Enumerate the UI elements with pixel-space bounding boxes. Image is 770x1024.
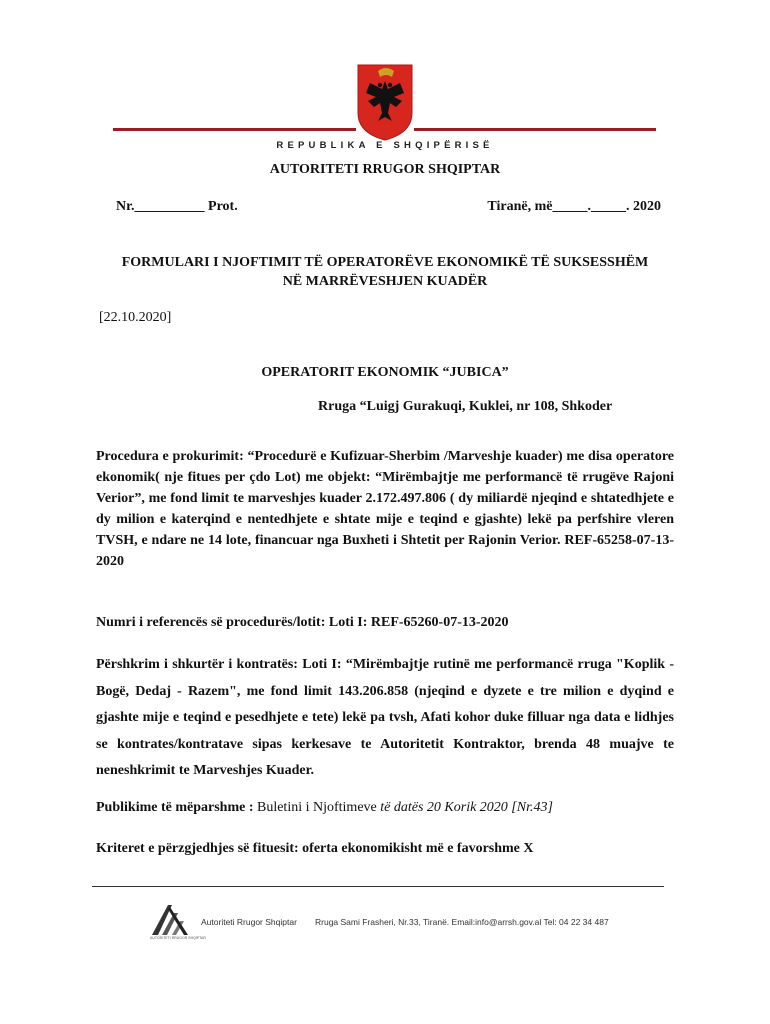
- publications-label: Publikime të mëparshme :: [96, 800, 254, 815]
- authority-title: AUTORITETI RRUGOR SHQIPTAR: [269, 162, 501, 177]
- albania-coat-of-arms-icon: [356, 63, 414, 141]
- publications-date: të datës 20 Korik 2020: [380, 800, 508, 815]
- previous-publications: [96, 800, 553, 816]
- footer-logo-caption: AUTORITETI RRUGOR SHQIPTAR: [150, 936, 206, 940]
- procedure-paragraph: Procedura e prokurimit: “Procedurë e Kufizuar-Sherbim /Marveshje kuader) me disa operatore ekonomik( nje fitues per çdo Lot) me objekt: “Mirëmbajtje me performancë të rrugëve Rajoni Verior”, me fond limit te marveshjes kuader 2.172.497.806 ( dy miliardë njeqind e shtatedhjete e dy milion e katerqind e nentedhjete e shtate mije e teqind e gjashte) lekë pa perfshire vleren TVSH, e ndare ne 14 lote, financuar nga Buxheti i Shtetit per Rajonin Verior. REF-65258-07-13-2020: [96, 449, 674, 569]
- publications-bulletin: Buletini i Njoftimeve: [256, 800, 377, 815]
- recipient-address: Rruga “Luigj Gurakuqi, Kuklei, nr 108, Shkoder: [318, 399, 613, 414]
- selection-criteria: Kriteret e përzgjedhjes së fituesit: oferta ekonomikisht më e favorshme X: [96, 841, 534, 856]
- contract-description: Përshkrim i shkurtër i kontratës: Loti I: “Mirëmbajtje rutinë me performancë rruga "Koplik - Bogë, Dedaj - Razem", me fond limit 143.206.858 (njeqind e dyzete e tre milion e dyqind e gjashte mije e teqind e pesedhjete e tete) lekë pa tvsh, Afati kohor duke filluar nga data e lidhjes se kontrates/kontratave sipas kerkesave te Autoritetit Kontraktor, brenda 48 muajve te neneshkrimit te Marveshjes Kuader.: [96, 657, 674, 778]
- form-title: [60, 253, 710, 291]
- header-rule-left: [113, 128, 356, 131]
- header-rule-right: [414, 128, 656, 131]
- footer-organization: Autoriteti Rrugor Shqiptar: [201, 917, 297, 927]
- procedure-reference: Numri i referencës së procedurës/lotit: Loti I: REF-65260-07-13-2020: [96, 615, 509, 630]
- protocol-number: Nr.__________ Prot.: [116, 199, 238, 214]
- document-place-date: Tiranë, më_____._____. 2020: [487, 199, 661, 214]
- publications-number: [Nr.43]: [511, 800, 553, 815]
- footer-rule: [92, 886, 664, 887]
- recipient-operator: OPERATORIT EKONOMIK “JUBICA”: [261, 365, 509, 380]
- form-date: [22.10.2020]: [99, 310, 172, 325]
- republic-title: REPUBLIKA E SHQIPËRISË: [276, 140, 494, 151]
- footer-contact: Rruga Sami Frasheri, Nr.33, Tiranë. Email:info@arrsh.gov.al Tel: 04 22 34 487: [315, 917, 609, 927]
- form-title-line-1: FORMULARI I NJOFTIMIT TË OPERATORËVE EKONOMIKË TË SUKSESSHËM: [121, 255, 649, 270]
- form-title-line-2: NË MARRËVESHJEN KUADËR: [282, 274, 488, 289]
